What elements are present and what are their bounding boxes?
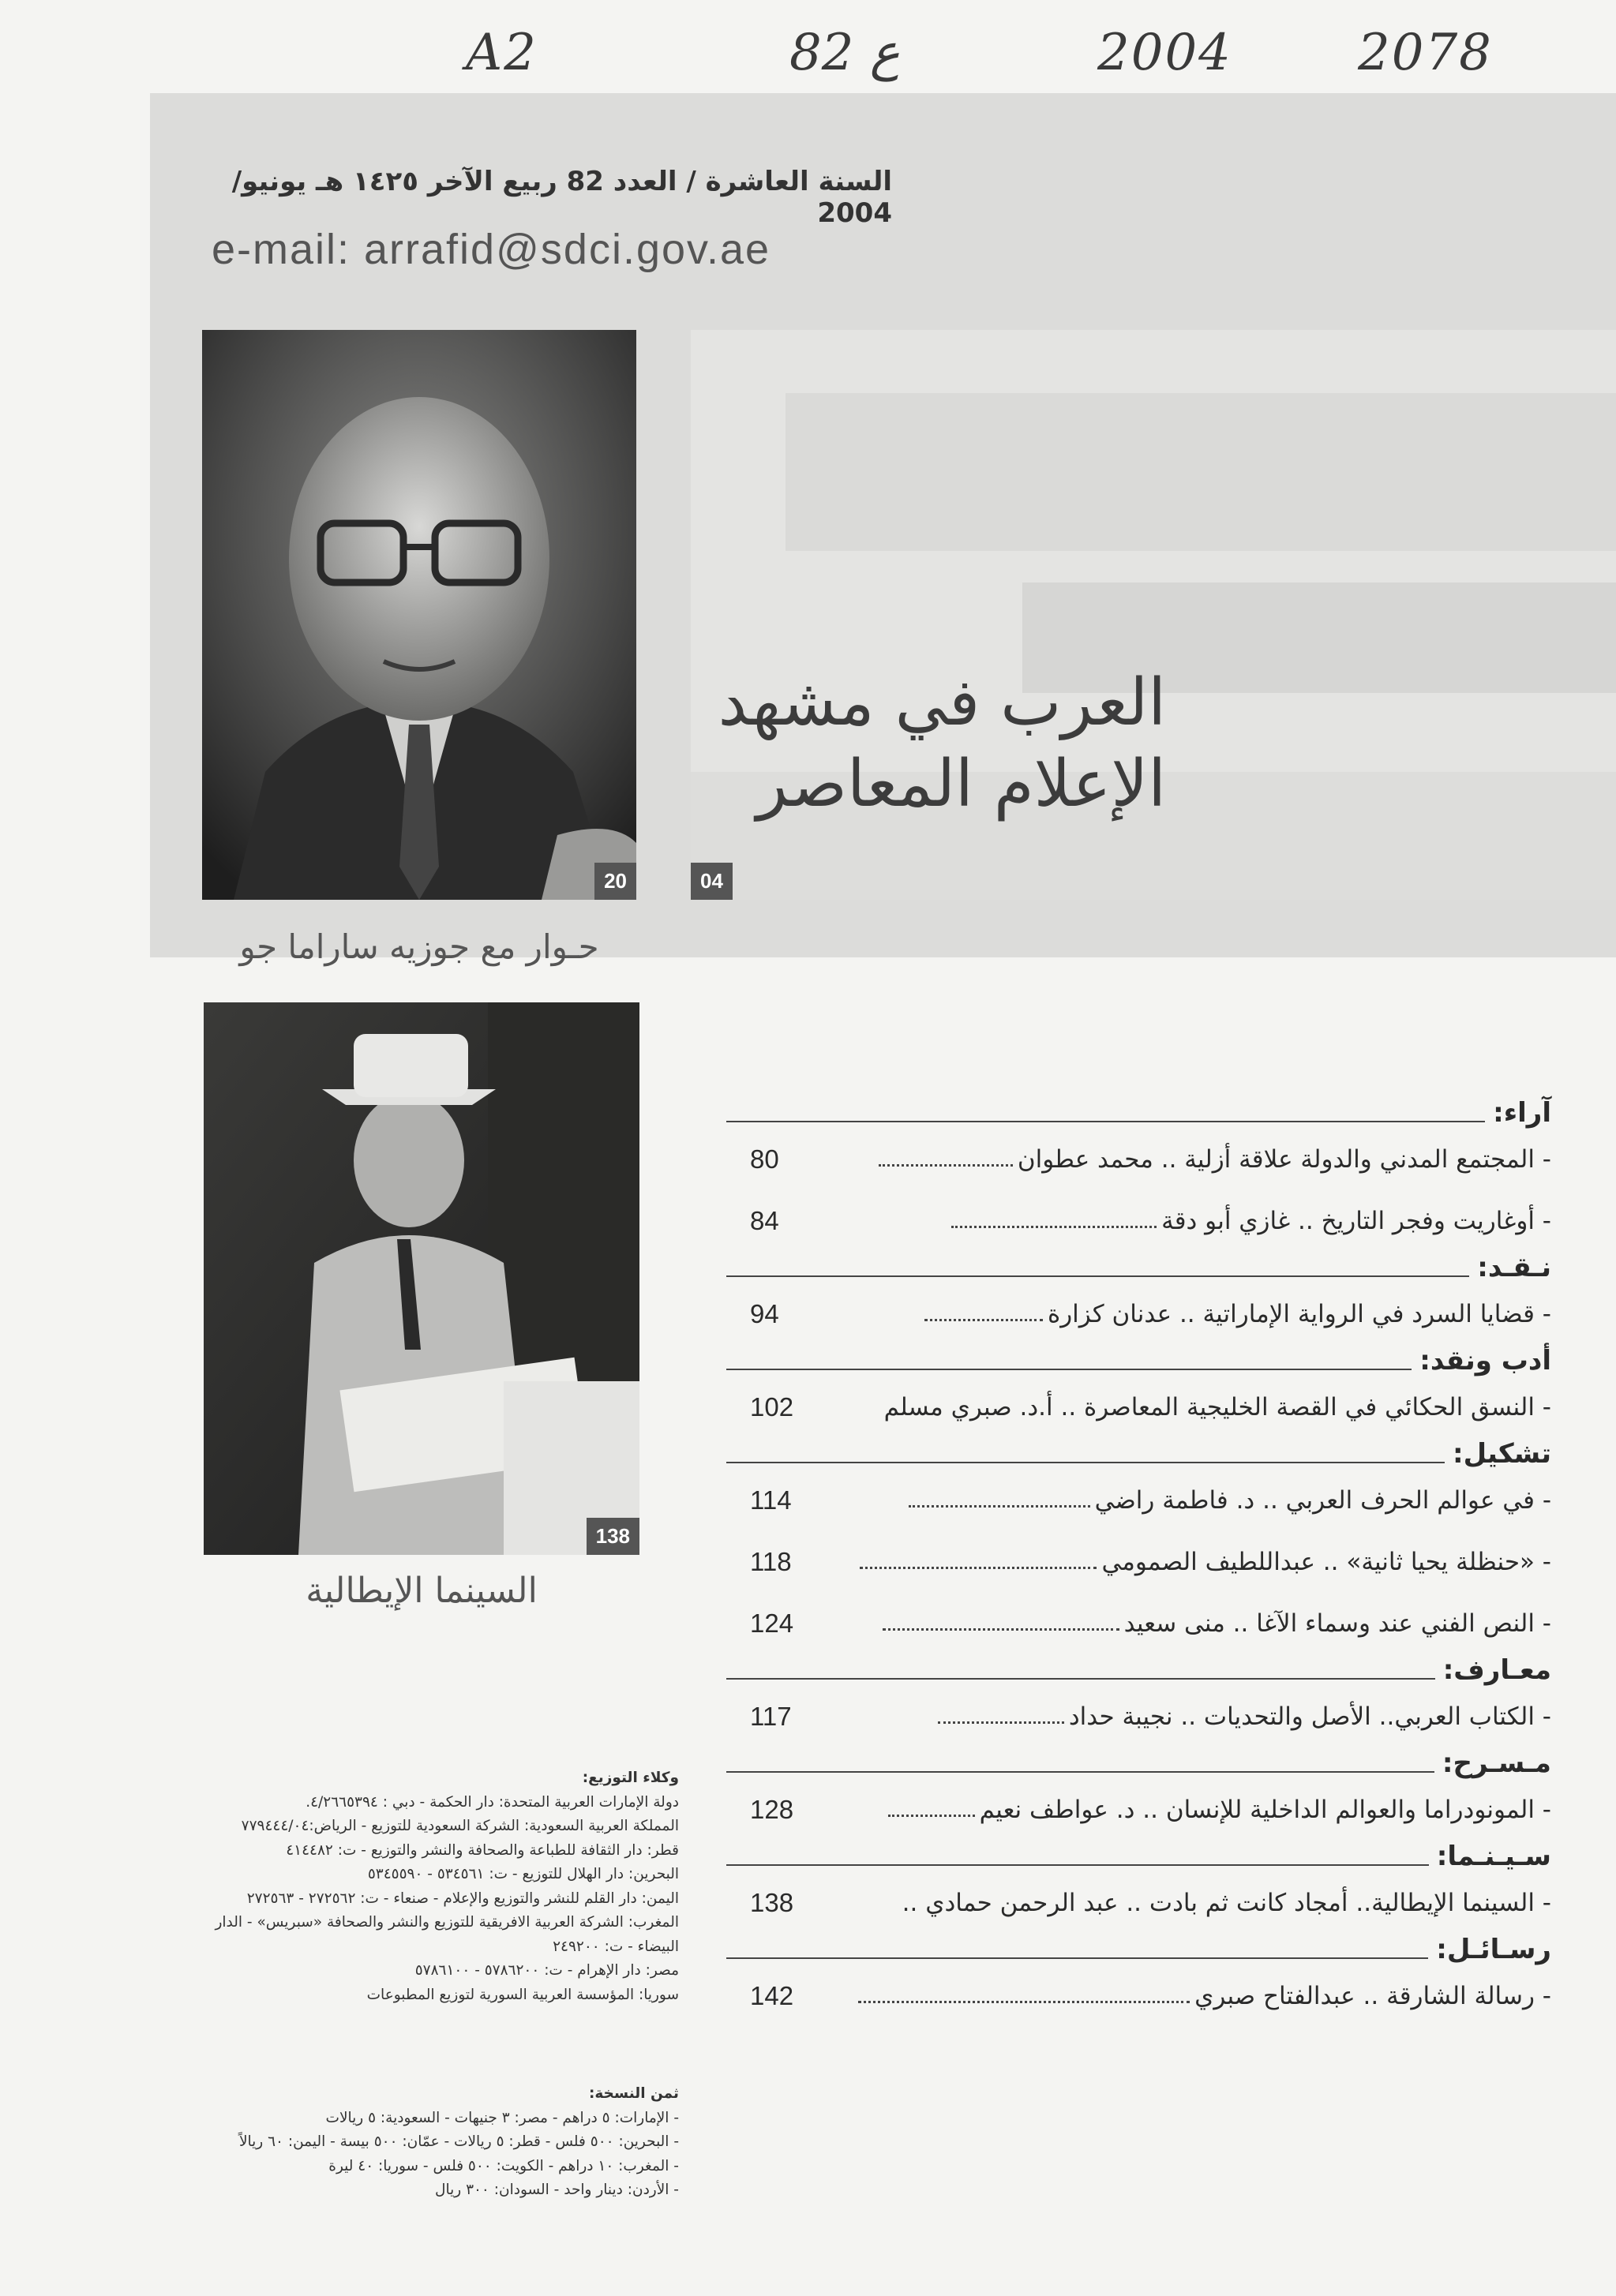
toc-page-number: 94 xyxy=(750,1299,779,1328)
toc-entry-text: - رسالة الشارقة .. عبدالفتاح صبري xyxy=(1194,1982,1551,2010)
feature-title[interactable] xyxy=(613,663,1166,825)
toc-section-theatre xyxy=(726,1747,1551,1841)
email-line: e-mail: arrafid@sdci.gov.ae xyxy=(212,226,771,273)
portrait-image xyxy=(202,330,636,900)
toc-entry[interactable] xyxy=(726,1190,1551,1252)
section-title: آراء: xyxy=(1493,1097,1551,1129)
toc-entry-text: - في عوالم الحرف العربي .. د. فاطمة راضي xyxy=(1094,1486,1551,1515)
price-block xyxy=(204,2082,679,2203)
price-line: - الإمارات: ٥ دراهم - مصر: ٣ جنيهات - السعودية: ٥ ريالات xyxy=(325,2109,679,2126)
handwritten-note-2: 82 ع xyxy=(789,24,900,82)
distribution-line: البحرين: دار الهلال للتوزيع - ت: ٥٣٤٥٦١ - ٥٣٤٥٥٩٠ xyxy=(367,1866,679,1882)
leader-dots xyxy=(883,1617,1119,1631)
leader-dots xyxy=(858,1990,1190,2003)
toc-entry[interactable] xyxy=(726,1686,1551,1747)
distribution-block xyxy=(204,1766,679,2007)
portrait-photo xyxy=(202,330,636,900)
toc-entry-text: - قضايا السرد في الرواية الإماراتية .. عدنان كزارة xyxy=(1047,1300,1551,1328)
toc-page-number: 128 xyxy=(750,1795,794,1824)
toc-page-number: 138 xyxy=(750,1888,794,1917)
toc-entry-text: - المجتمع المدني والدولة علاقة أزلية .. محمد عطوان xyxy=(1017,1145,1551,1174)
section-rule xyxy=(726,1369,1412,1370)
handwritten-note-3: 2004 xyxy=(1097,24,1232,82)
toc-page-number: 80 xyxy=(750,1144,779,1174)
toc-entry-text: - السينما الإيطالية.. أمجاد كانت ثم بادت .. عبد الرحمن حمادي .. xyxy=(902,1889,1551,1917)
toc-entry-text: - الكتاب العربي.. الأصل والتحديات .. نجيبة حداد xyxy=(1068,1702,1551,1731)
issue-line: السنة العاشرة / العدد 82 ربيع الآخر ١٤٢٥ هـ يونيو/ 2004 xyxy=(231,166,892,229)
toc-entry-text: - «حنظلة يحيا ثانية» .. عبداللطيف الصمومي xyxy=(1101,1548,1551,1576)
feature-title-line2: الإعلام المعاصر xyxy=(756,746,1166,822)
section-rule xyxy=(726,1462,1445,1463)
section-rule xyxy=(726,1275,1469,1277)
toc-entry[interactable] xyxy=(726,1872,1551,1934)
toc-section-knowledge xyxy=(726,1654,1551,1747)
price-line: - الأردن: دينار واحد - السودان: ٣٠٠ ريال xyxy=(435,2182,679,2198)
section-title: نـقـد: xyxy=(1477,1252,1551,1283)
toc-entry[interactable] xyxy=(726,1129,1551,1190)
section-title: أدب ونقد: xyxy=(1419,1345,1551,1376)
portrait-caption[interactable]: حـوار مع جوزيه ساراما جو xyxy=(239,927,599,966)
toc-section-cinema xyxy=(726,1841,1551,1934)
leader-dots xyxy=(909,1494,1090,1508)
handwritten-note-1: A2 xyxy=(466,24,538,82)
price-line: - البحرين: ٥٠٠ فلس - قطر: ٥ ريالات - عمّان: ٥٠٠ بيسة - اليمن: ٦٠ ريالاً xyxy=(238,2133,679,2150)
toc-entry[interactable] xyxy=(726,1531,1551,1593)
toc-entry-text: - النص الفني عند وسماء الآغا .. منى سعيد xyxy=(1123,1609,1551,1638)
toc-section-letters xyxy=(726,1934,1551,2027)
toc-entry[interactable] xyxy=(726,1593,1551,1654)
distribution-line: قطر: دار الثقافة للطباعة والصحافة والنشر والتوزيع - ت: ٤١٤٤٨٢ xyxy=(286,1841,679,1859)
section-rule xyxy=(726,1957,1428,1959)
cinema-image xyxy=(204,1002,639,1555)
page-badge-138: 138 xyxy=(587,1518,639,1555)
distribution-line: اليمن: دار القلم للنشر والتوزيع والإعلام - صنعاء - ت: ٢٧٢٥٦٢ - ٢٧٢٥٦٣ xyxy=(246,1890,679,1907)
leader-dots xyxy=(938,1710,1064,1724)
page-badge-04: 04 xyxy=(691,863,733,900)
cinema-caption[interactable]: السينما الإيطالية xyxy=(306,1571,538,1611)
leader-dots xyxy=(924,1308,1043,1321)
leader-dots xyxy=(888,1803,975,1817)
leader-dots xyxy=(860,1556,1097,1569)
distribution-line: مصر: دار الإهرام - ت: ٥٧٨٦٢٠٠ - ٥٧٨٦١٠٠ xyxy=(414,1962,679,1979)
handwritten-note-4: 2078 xyxy=(1358,24,1493,82)
section-rule xyxy=(726,1771,1434,1773)
toc-page-number: 114 xyxy=(750,1485,792,1515)
section-rule xyxy=(726,1121,1485,1122)
toc-page-number: 118 xyxy=(750,1547,792,1576)
section-title: رسـائـل: xyxy=(1436,1934,1551,1965)
toc-entry[interactable] xyxy=(726,1470,1551,1531)
leader-dots xyxy=(879,1153,1013,1167)
toc-page-number: 117 xyxy=(750,1702,792,1731)
toc-page-number: 102 xyxy=(750,1392,794,1421)
distribution-line: البيضاء - ت: ٢٤٩٢٠٠ xyxy=(553,1938,679,1955)
toc-entry-text: - النسق الحكائي في القصة الخليجية المعاصرة .. أ.د. صبري مسلم xyxy=(883,1393,1551,1421)
price-heading: ثمن النسخة: xyxy=(588,2085,679,2102)
section-title: تشكيل: xyxy=(1453,1438,1551,1470)
leader-dots xyxy=(951,1215,1157,1228)
distribution-heading: وكلاء التوزيع: xyxy=(582,1770,679,1786)
toc-entry[interactable] xyxy=(726,1965,1551,2027)
toc-page-number: 84 xyxy=(750,1206,779,1235)
section-title: مـسـرح: xyxy=(1442,1747,1551,1779)
distribution-line: المملكة العربية السعودية: الشركة السعودية للتوزيع - الرياض:٧٧٩٤٤٤/٠٤ xyxy=(241,1818,679,1834)
distribution-line: دولة الإمارات العربية المتحدة: دار الحكمة - دبي : ٤/٢٦٦٥٣٩٤. xyxy=(306,1793,679,1811)
page-badge-20: 20 xyxy=(594,863,636,900)
toc-entry[interactable] xyxy=(726,1283,1551,1345)
toc-entry-text: - أوغاريت وفجر التاريخ .. غازي أبو دقة xyxy=(1161,1207,1551,1235)
toc-page-number: 124 xyxy=(750,1609,794,1638)
feature-title-line1: العرب في مشهد xyxy=(718,665,1166,740)
section-title: سـيـنـما: xyxy=(1436,1841,1551,1872)
price-line: - المغرب: ١٠ دراهم - الكويت: ٥٠٠ فلس - سوريا: ٤٠ ليرة xyxy=(328,2157,679,2174)
table-of-contents xyxy=(726,1097,1551,2027)
toc-entry[interactable] xyxy=(726,1376,1551,1438)
toc-entry[interactable] xyxy=(726,1779,1551,1841)
distribution-line: المغرب: الشركة العربية الافريقية للتوزيع والنشر والصحافة «سبريس» - الدار xyxy=(215,1914,679,1931)
toc-section-arts xyxy=(726,1438,1551,1654)
distribution-line: سوريا: المؤسسة العربية السورية لتوزيع المطبوعات xyxy=(366,1986,679,2003)
toc-section-opinions xyxy=(726,1097,1551,1252)
toc-section-criticism xyxy=(726,1252,1551,1345)
section-rule xyxy=(726,1864,1429,1866)
section-rule xyxy=(726,1678,1435,1680)
toc-page-number: 142 xyxy=(750,1981,794,2010)
cinema-photo xyxy=(204,1002,639,1555)
toc-section-literature xyxy=(726,1345,1551,1438)
toc-entry-text: - المونودراما والعوالم الداخلية للإنسان .. د. عواطف نعيم xyxy=(979,1796,1551,1824)
section-title: معـارف: xyxy=(1442,1654,1551,1686)
